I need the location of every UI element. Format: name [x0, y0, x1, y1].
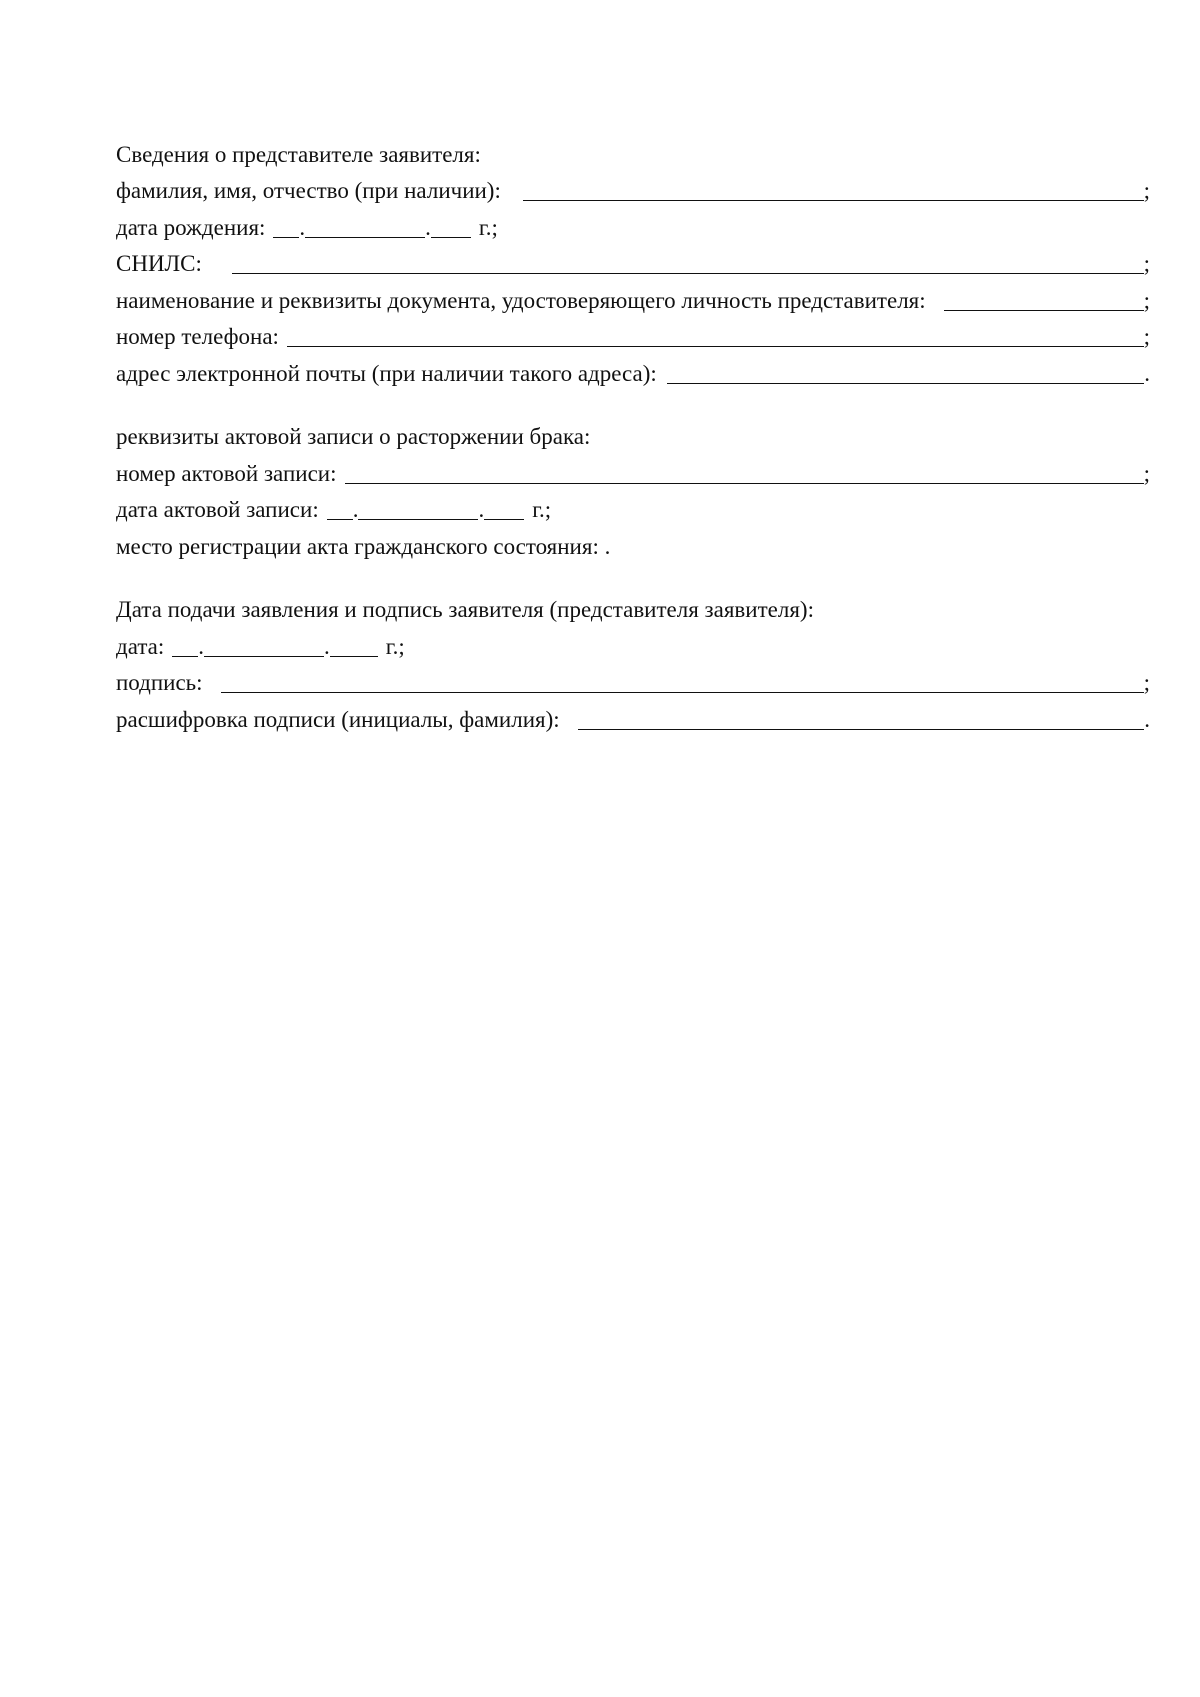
record-number-field[interactable] [345, 459, 1144, 484]
section-gap [116, 388, 1150, 415]
signature-field[interactable] [221, 668, 1144, 693]
id-document-field[interactable] [944, 286, 1144, 311]
submission-date-day-field[interactable] [172, 632, 198, 657]
birth-date-month-field[interactable] [305, 213, 425, 238]
phone-field[interactable] [287, 322, 1144, 347]
divorce-record-heading-line [116, 415, 1150, 452]
phone-line [116, 315, 1150, 352]
record-number-label: номер актовой записи: [116, 460, 337, 486]
id-document-label: наименование и реквизиты документа, удостоверяющего личность представителя: [116, 287, 926, 313]
record-date-month-field[interactable] [358, 495, 478, 520]
birth-date-year-field[interactable] [431, 213, 471, 238]
full-name-terminator: ; [1143, 178, 1150, 203]
submission-heading: Дата подачи заявления и подпись заявителя (представителя заявителя): [116, 597, 814, 622]
date-separator: . [198, 633, 204, 659]
signature-decoding-label: расшифровка подписи (инициалы, фамилия): [116, 706, 560, 732]
signature-decoding-line [116, 697, 1150, 734]
email-field[interactable] [667, 359, 1144, 384]
snils-field[interactable] [232, 249, 1144, 274]
phone-label: номер телефона: [116, 324, 279, 349]
date-separator: . [352, 497, 359, 522]
submission-date-line [116, 624, 1150, 661]
email-label: адрес электронной почты (при наличии такого адреса): [116, 360, 657, 386]
email-terminator: . [1144, 360, 1150, 386]
date-separator: . [299, 214, 306, 240]
email-line [116, 351, 1150, 388]
record-date-line [116, 488, 1150, 525]
snils-terminator: ; [1143, 251, 1150, 276]
signature-decoding-terminator: . [1144, 706, 1150, 732]
birth-date-line [116, 205, 1150, 242]
full-name-label: фамилия, имя, отчество (при наличии): [116, 178, 501, 203]
representative-heading: Сведения о представителе заявителя: [116, 141, 481, 167]
birth-date-label: дата рождения: [116, 214, 266, 240]
year-suffix: г.; [478, 214, 498, 240]
year-suffix: г.; [385, 633, 405, 659]
record-date-day-field[interactable] [327, 495, 353, 520]
form-page [116, 132, 1150, 734]
date-separator: . [478, 497, 485, 522]
section-gap [116, 561, 1150, 588]
record-number-line [116, 451, 1150, 488]
year-suffix: г.; [532, 497, 552, 522]
snils-line [116, 242, 1150, 279]
divorce-record-heading: реквизиты актовой записи о расторжении брака: [116, 424, 591, 449]
record-number-terminator: ; [1143, 460, 1150, 486]
record-date-label: дата актовой записи: [116, 497, 319, 522]
submission-date-label: дата: [116, 633, 165, 659]
date-separator: . [324, 633, 330, 659]
representative-heading-line [116, 132, 1150, 169]
submission-heading-line [116, 588, 1150, 625]
registration-place-line [116, 524, 1150, 561]
registration-place-label: место регистрации акта гражданского состояния: . [116, 533, 611, 559]
date-separator: . [425, 214, 431, 240]
submission-date-year-field[interactable] [330, 632, 378, 657]
signature-label: подпись: [116, 670, 203, 695]
id-document-line [116, 278, 1150, 315]
phone-terminator: ; [1143, 324, 1150, 349]
full-name-field[interactable] [523, 176, 1144, 201]
signature-decoding-field[interactable] [578, 705, 1145, 730]
id-document-terminator: ; [1143, 287, 1150, 313]
birth-date-day-field[interactable] [273, 213, 299, 238]
signature-terminator: ; [1143, 670, 1150, 695]
full-name-line [116, 169, 1150, 206]
submission-date-month-field[interactable] [204, 632, 324, 657]
snils-label: СНИЛС: [116, 251, 202, 276]
signature-line [116, 661, 1150, 698]
record-date-year-field[interactable] [484, 495, 524, 520]
